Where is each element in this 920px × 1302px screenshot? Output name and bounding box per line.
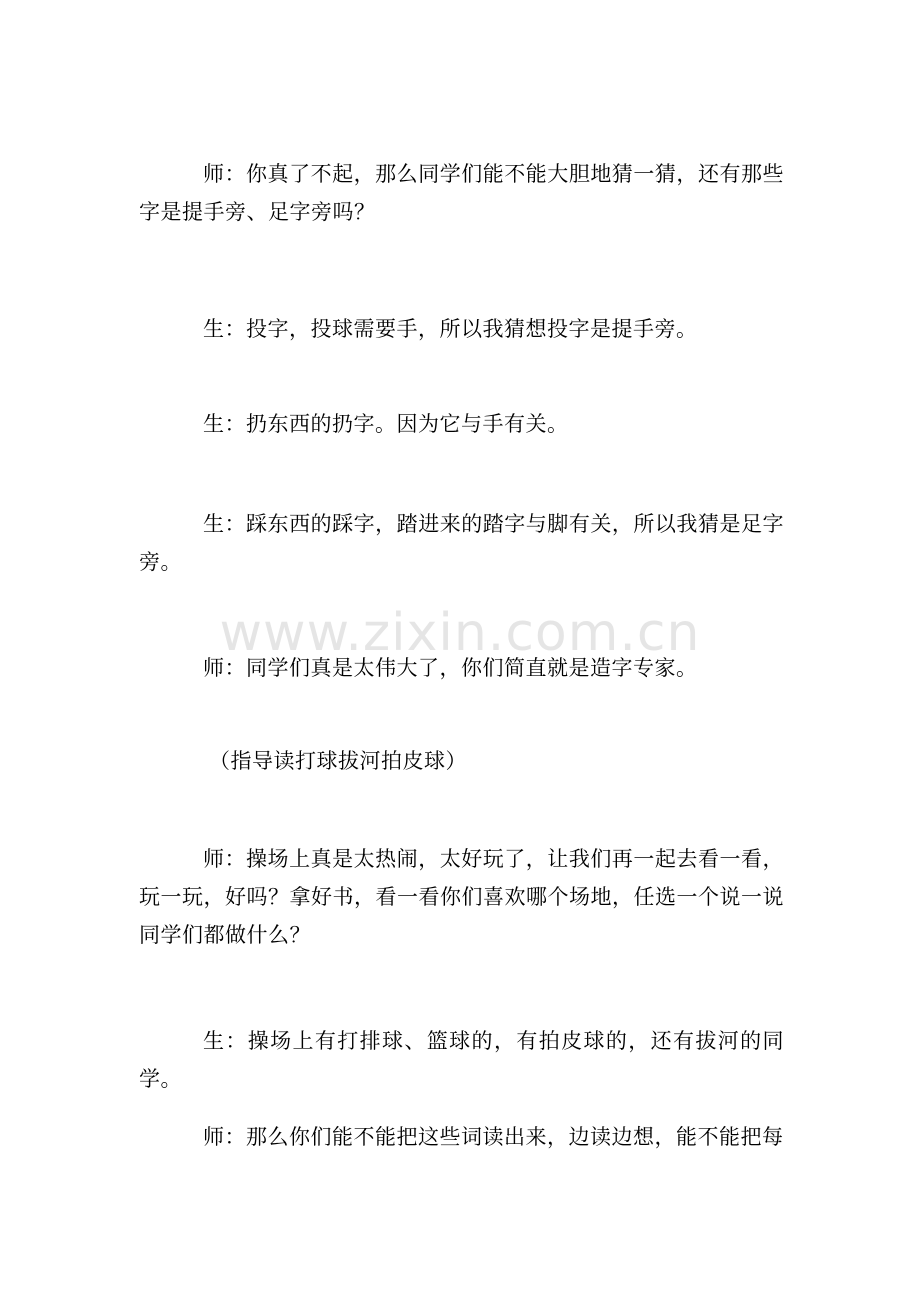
paragraph-student-playground: 生：操场上有打排球、篮球的，有拍皮球的，还有拔河的同学。 xyxy=(139,1029,784,1091)
paragraph-student-cai: 生：踩东西的踩字，踏进来的踏字与脚有关，所以我猜是足字旁。 xyxy=(139,512,784,574)
paragraph-reading-guide: （指导读打球拔河拍皮球） xyxy=(209,749,467,773)
paragraph-teacher-guess: 师：你真了不起，那么同学们能不能大胆地猜一猜，还有那些字是提手旁、足字旁吗？ xyxy=(139,162,784,224)
paragraph-teacher-praise: 师：同学们真是太伟大了，你们简直就是造字专家。 xyxy=(203,656,698,680)
paragraph-teacher-read: 师：那么你们能不能把这些词读出来，边读边想，能不能把每 xyxy=(203,1125,784,1149)
paragraph-teacher-playground: 师：操场上真是太热闹，太好玩了，让我们再一起去看一看，玩一玩，好吗？拿好书，看一看你们喜欢哪个场地，任选一个说一说同学们都做什么？ xyxy=(139,847,784,947)
watermark: www.zixin.com.cn xyxy=(219,603,701,663)
paragraph-student-reng: 生：扔东西的扔字。因为它与手有关。 xyxy=(203,412,569,436)
paragraph-student-tou: 生：投字，投球需要手，所以我猜想投字是提手旁。 xyxy=(203,317,698,341)
